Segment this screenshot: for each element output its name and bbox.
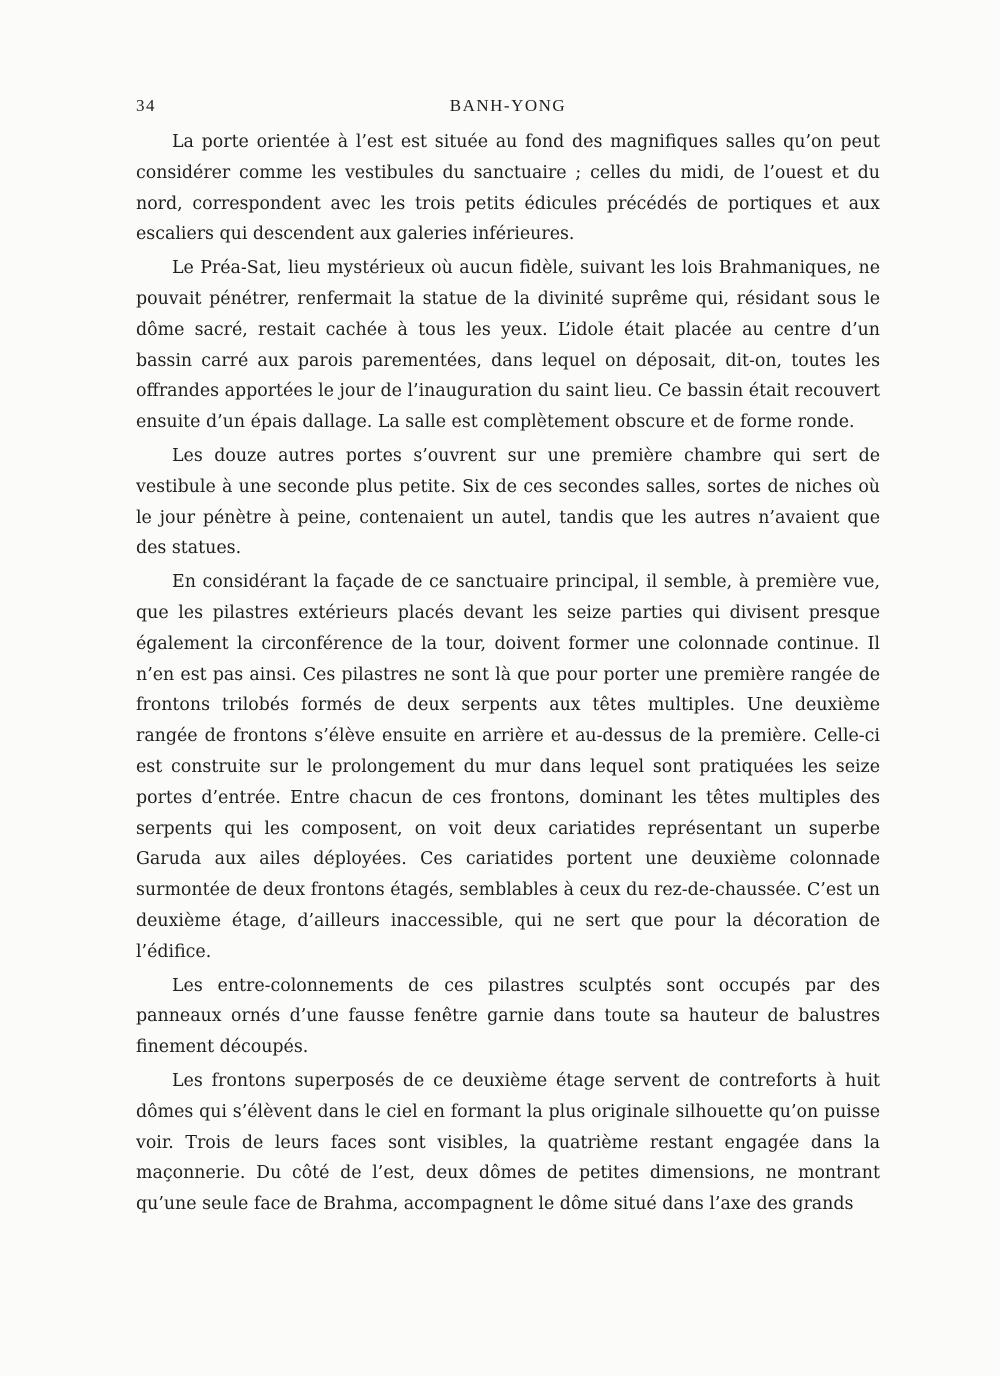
running-title: BANH-YONG — [449, 96, 567, 115]
page-number: 34 — [136, 96, 156, 115]
paragraph-prea-sat: Le Préa-Sat, lieu mystérieux où aucun fidèle, suivant les lois Brahmaniques, ne pouvait pénétrer, renfermait la statue de la divinité suprême qui, résidant sous le dôme sacré, restait cachée à tous les yeux. L’idole était placée au centre d’un bassin carré aux parois parementées, dans lequel on déposait, dit-on, toutes les offrandes apportées le jour de l’inauguration du saint lieu. Ce bassin était recouvert ensuite d’un épais dallage. La salle est complètement obscure et de forme ronde. — [136, 258, 880, 433]
paragraph-porte-orientee: La porte orientée à l’est est située au fond des magnifiques salles qu’on peut considérer comme les vestibules du sanctuaire ; celles du midi, de l’ouest et du nord, correspondent avec les trois petits édicules précédés de portiques et aux escaliers qui descendent aux galeries inférieures. — [136, 132, 880, 245]
paragraph-entre-colonnements: Les entre-colonnements de ces pilastres sculptés sont occupés par des panneaux ornés d’une fausse fenêtre garnie dans toute sa hauteur de balustres finement découpés. — [136, 975, 880, 1058]
paragraph-douze-portes: Les douze autres portes s’ouvrent sur une première chambre qui sert de vestibule à une seconde plus petite. Six de ces secondes salles, sortes de niches où le jour pénètre à peine, contenaient un autel, tandis que les autres n’avaient que des statues. — [136, 445, 880, 559]
page-header — [136, 96, 880, 118]
paragraph-frontons: Les frontons superposés de ce deuxième étage servent de contreforts à huit dômes qui s’élèvent dans le ciel en formant la plus originale silhouette qu’on puisse voir. Trois de leurs faces sont visibles, la quatrième restant engagée dans la maçonnerie. Du côté de l’est, deux dômes de petites dimensions, ne montrant qu’une seule face de Brahma, accompagnent le dôme situé dans l’axe des grands — [136, 1070, 880, 1215]
paragraph-facade: En considérant la façade de ce sanctuaire principal, il semble, à première vue, que les pilastres extérieurs placés devant les seize parties qui divisent presque également la circonférence de la tour, doivent former une colonnade continue. Il n’en est pas ainsi. Ces pilastres ne sont là que pour porter une première rangée de frontons trilobés formés de deux serpents aux têtes multiples. Une deuxième rangée de frontons s’élève ensuite en arrière et au-dessus de la première. Celle-ci est construite sur le prolongement du mur dans lequel sont pratiquées les seize portes d’entrée. Entre chacun de ces frontons, dominant les têtes multiples des serpents qui les composent, on voit deux cariatides représentant un superbe Garuda aux ailes déployées. Ces cariatides portent une deuxième colonnade surmontée de deux frontons étagés, semblables à ceux du rez-de-chaussée. C’est un deuxième étage, d’ailleurs inaccessible, qui ne sert que pour la décoration de l’édifice. — [136, 572, 880, 962]
body-text — [136, 127, 880, 1223]
